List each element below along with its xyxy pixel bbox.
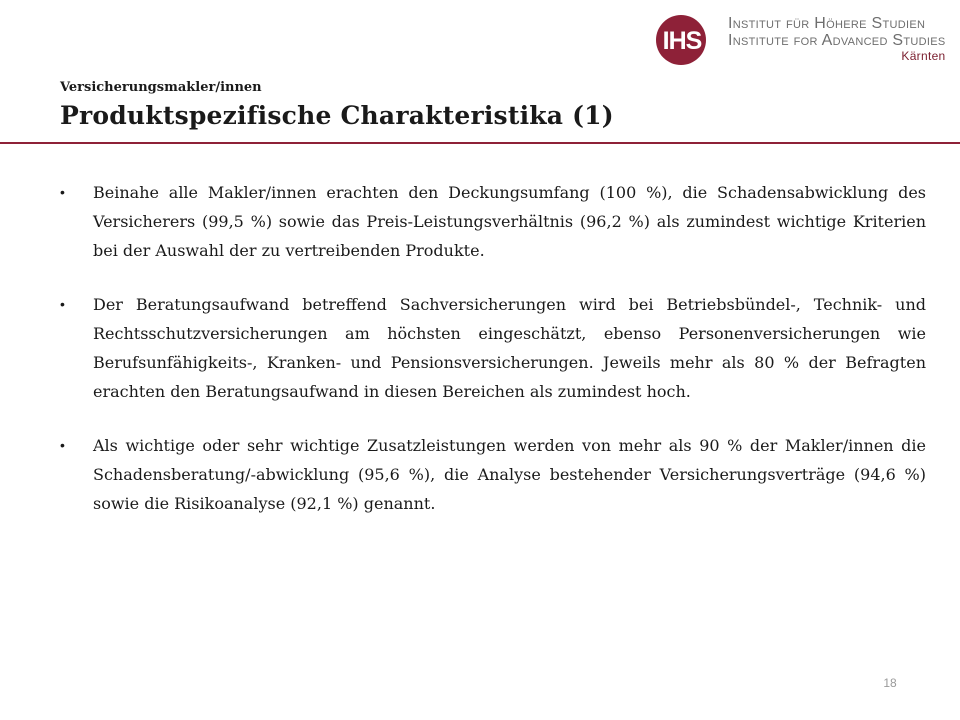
logo-line-de: Institut für Höhere Studien [728, 15, 926, 32]
ihs-logo [648, 14, 948, 66]
section-subtitle: Versicherungsmakler/innen [60, 80, 262, 95]
page-number: 18 [883, 676, 897, 690]
bullet-list [60, 178, 926, 543]
slide-title: Produktspezifische Charakteristika (1) [60, 101, 614, 130]
logo-wordmark [728, 15, 946, 63]
bullet-item: • Als wichtige oder sehr wichtige Zusatzleistungen werden von mehr als 90 % der Makler/innen die Schadensberatung/-abwicklung (95,6 %), die Analyse bestehender Versicherungsverträge (94,6 %) sowie die Risikoanalyse (92,1 %) genannt. [60, 431, 926, 518]
bullet-item: • Der Beratungsaufwand betreffend Sachversicherungen wird bei Betriebsbündel-, Technik- und Rechtsschutzversicherungen am höchsten eingeschätzt, ebenso Personenversicherungen wie Berufsunfähigkeits-, Kranken- und Pensionsversicherungen. Jeweils mehr als 80 % der Befragten erachten den Beratungsaufwand in diesen Bereichen als zumindest hoch. [60, 290, 926, 406]
logo-region: Kärnten [901, 49, 946, 63]
title-divider [0, 142, 960, 144]
logo-mark-text: IHS [662, 27, 702, 55]
bullet-item: • Beinahe alle Makler/innen erachten den Deckungsumfang (100 %), die Schadensabwicklung des Versicherers (99,5 %) sowie das Preis-Leistungsverhältnis (96,2 %) als zumindest wichtige Kriterien bei der Auswahl der zu vertreibenden Produkte. [60, 178, 926, 265]
logo-line-en: Institute for Advanced Studies [728, 32, 946, 49]
ihs-logo-mark [648, 14, 720, 66]
